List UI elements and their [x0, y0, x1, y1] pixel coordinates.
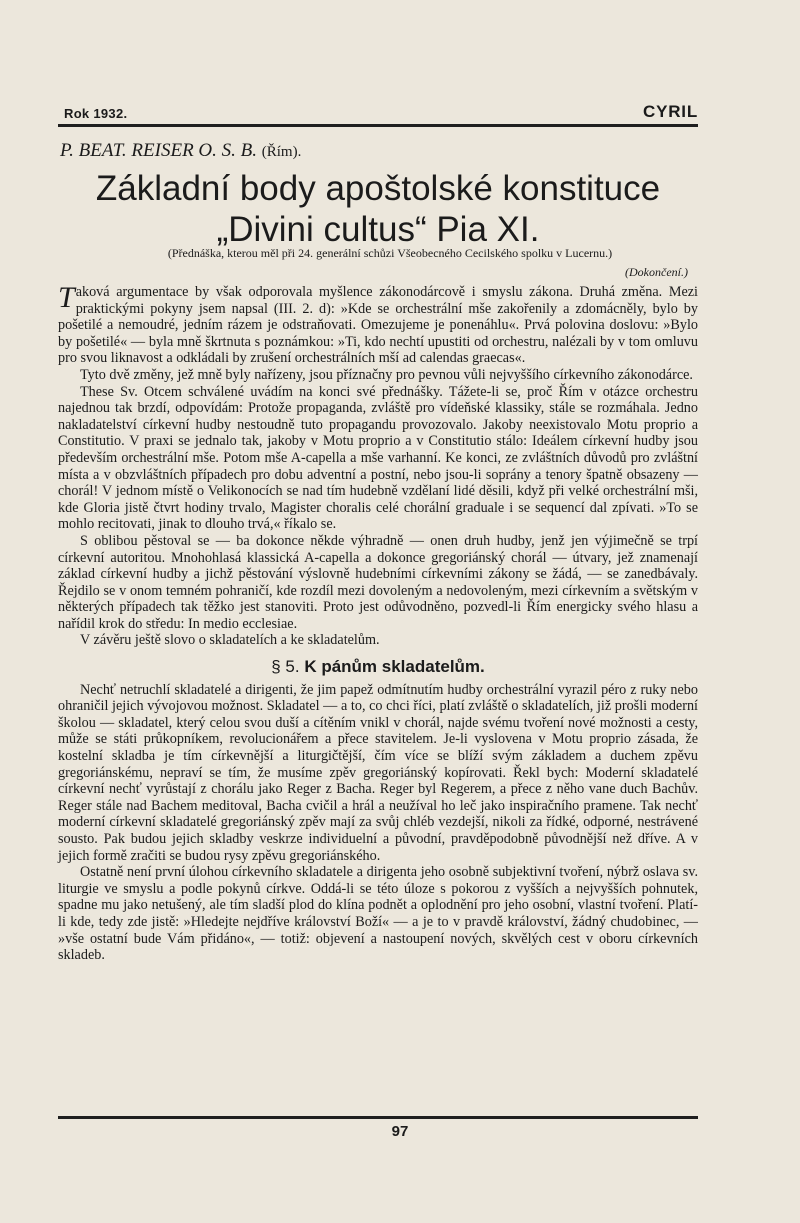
title-line-2: „Divini cultus“ Pia XI. — [216, 210, 540, 249]
article-subtitle: (Přednáška, kterou měl při 24. generální schůzi Všeobecného Cecilského spolku v Lucernu.) — [167, 246, 613, 260]
author-place: (Řím). — [261, 144, 302, 160]
continued-note: (Dokončení.) — [625, 265, 688, 279]
paragraph: These Sv. Otcem schválené uvádím na konci své přednášky. Tážete-li se, proč Řím v otázce orchestru najednou tak brzdí, odpovídám: Protože propaganda, zvláště pro vídeňské klassiky, stále se rozmáhala. Jedno nakladatelství církevní hudby nestoudně tuto propagandu provozovalo. Jakoby neexistovalo Motu proprio a Constitutio. V praxi se jednalo tak, jakoby v Motu proprio a v Constitutio stálo: Ideálem církevní hudby jsou především orchestrální mše. Potom mše A-capella a mše varhanní. Ke konci, ze zvláštních důvodů pro zvláštní místa a v obzvláštních případech pro dobu adventní a postní, nebo jsou-li soprány a tenory špatně obsazeny — chorál! V jednom místě o Velikonocích se nad tím hudebně vzdělaní lidé děsili, když při velké orchestrální mši, kde Gloria jistě čtvrt hodiny trvalo, Magister choralis celé chorální graduale i se sequencí dal zpívati. »To se mohlo recitovati, jinak to dlouho trvá,« říkalo se. — [58, 383, 698, 533]
paragraph: Tyto dvě změny, jež mně byly nařízeny, jsou příznačny pro pevnou vůli nejvyššího církevního zákonodárce. — [80, 366, 693, 383]
section-heading — [58, 659, 698, 676]
header-year: Rok 1932. — [64, 106, 128, 121]
footer-rule — [58, 1116, 698, 1119]
paragraph: S oblibou pěstoval se — ba dokonce někde výhradně — onen druh hudby, jenž jen výjimečně se trpí církevní autoritou. Mnohohlasá klassická A-capella a dokonce gregoriánský chorál — útvary, jež znamenají základ církevní hudby a jichž pěstování výslovně hudebními církevními zákony se žádá, — se zanedbávaly. Řejdilo se v onom temném pohraničí, kde rozdíl mezi dovoleným a nedovoleným, mezi církevním a světským v některých případech tak těžko jest stanoviti. Proto jest odůvodněno, pozvedl-li Řím energicky svého hlasu a nařídil krok do středu: In medio ecclesiae. — [58, 532, 698, 632]
paragraph: V závěru ještě slovo o skladatelích a ke skladatelům. — [80, 632, 380, 649]
article-title — [58, 168, 698, 250]
running-header — [58, 100, 698, 127]
page-number: 97 — [391, 1123, 409, 1140]
drop-cap: T — [58, 281, 75, 314]
header-journal: CYRIL — [643, 102, 698, 121]
article-author — [60, 140, 301, 162]
title-line-1: Základní body apoštolské konstituce — [95, 169, 661, 208]
paragraph: Ostatně není první úlohou církevního skladatele a dirigenta jeho osobně subjektivní tvoření, nýbrž oslava sv. liturgie ve smyslu a podle pokynů církve. Oddá-li se této úloze s pokorou z vyšších a nejvyšších pohnutek, spadne mu jako netušený, ale tím sladší plod do klína podnět a oplodnění pro jeho osobní, vlastní tvoření. Platí-li kde, tedy zde jistě: »Hledejte nejdříve království Boží« — a je to v pravdě království, žádný chudobinec, — »vše ostatní bude Vám přidáno«, — totiž: objevení a nastoupení nových, skvělých cest v oboru církevních skladeb. — [58, 864, 698, 964]
section-title: K pánům skladatelům. — [304, 657, 485, 677]
section-number: § 5. — [271, 657, 300, 677]
author-name: P. BEAT. REISER O. S. B. — [60, 140, 258, 161]
article-body — [58, 281, 698, 964]
paragraph — [58, 281, 698, 367]
paragraph: Nechť netruchlí skladatelé a dirigenti, že jim papež odmítnutím hudby orchestrální vyrazil péro z ruky nebo ohraničil jejich vývojovou možnost. Skladatel — a to, co chci říci, platí zvláště o skladatelích, již prošli moderní školou — skladatel, který celou svou duší a cítěním vnikl v chorál, najde svému tvoření nové možnosti a cesty, může se státi průkopníkem, revolucionářem a přece stavitelem. Je-li vyslovena v Motu proprio zásada, že kostelní skladba je tím církevnější a liturgičtější, čím více se blíží svým základem a duchem zpěvu gregoriánskému, nepraví se tím, že musíme zpěv gregoriánský kopírovati. Řekl bych: Moderní skladatelé církevní nechť vyrůstají z chorálu jako Reger z Bacha. Reger byl Regerem, a přece z něho vane duch Bachův. Reger stále nad Bachem meditoval, Bacha cvičil a hrál a neužíval ho leč jako inspiračního pramene. Tak nechť moderní církevní skladatelé gregoriánský zpěv mají za svůj chléb vezdejší, nikoli za řídké, odporné, nestrávené sousto. Pak budou jejich skladby veskrze individuelní a původní, pravděpodobně původnější než dříve. A v jejich formě zračiti se budou rysy zpěvu gregoriánského. — [58, 681, 698, 864]
paragraph-text: aková argumentace by však odporovala myšlence zákonodárcově i smyslu zákona. Druhá změna. Mezi praktickými pokyny jsem napsal (III. 2. d): »Kde se orchestrální mše zakořenily a zdomácněly, bylo by pošetilé a nemoudré, jedním rázem je odstraňovati. Omezujeme je ponenáhlu«. Prvá polovina doslovu: »Bylo by pošetilé« — byla mně škrtnuta s poznámkou: »Ti, kdo nechtí upustiti od orchestru, nalézali by v tom omluvu pro svou liknavost a odkládali by zrušení orchestrálních mší ad calendas graecas«. — [58, 284, 698, 367]
